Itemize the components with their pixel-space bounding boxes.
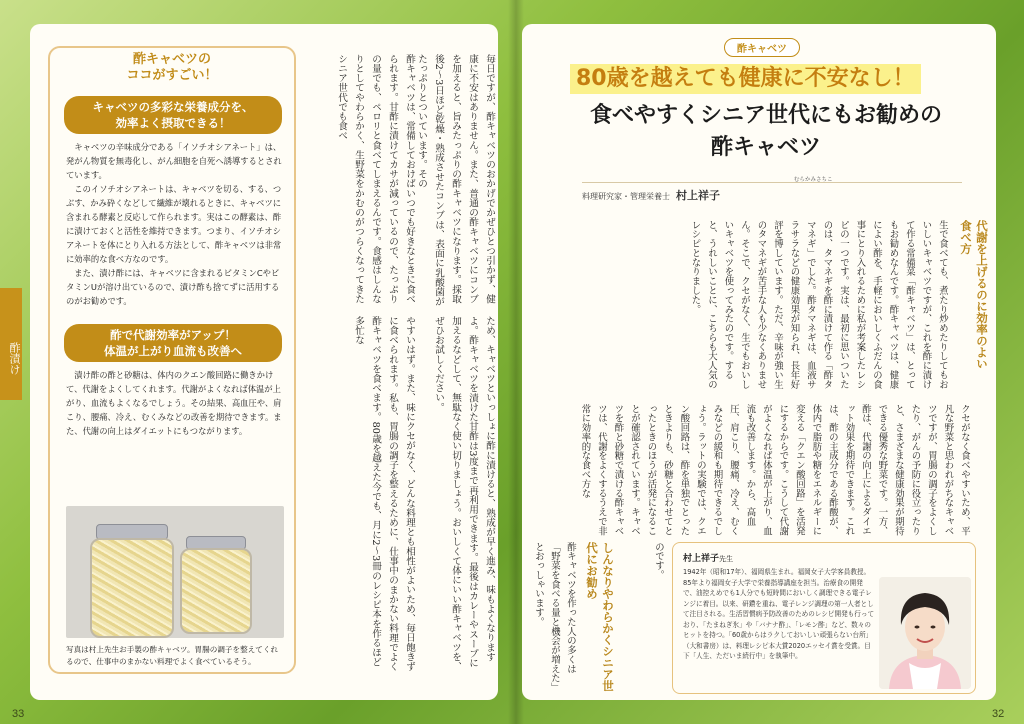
- right-text-5: クセがなく食べやすいため、平凡な野菜と思われがちなキャベツですが、胃腸の調子をよくしたり、がんの予防に役立ったりと、さまざまな健康効果が期待できる優秀な野菜です。: [876, 404, 970, 536]
- right-text-10: のです。: [653, 542, 664, 580]
- left-text-3: 私も、胃腸の調子を整えるために、仕事中のまかない料理でよく酢キャベツを食べます。80歳を越えた今でも、月に2〜3冊のレシピ本を作るほど多忙な: [353, 316, 398, 672]
- page-number-right: 32: [992, 708, 1005, 720]
- left-text-6: ため、キャベツといっしょに酢に漬けると、熟成が早く進み、味もよくなりますよ。: [467, 316, 495, 662]
- right-column-bottom-last: [533, 542, 578, 692]
- right-column-top: [556, 220, 950, 396]
- page-number-left: 33: [12, 708, 25, 720]
- jar-small: [180, 548, 252, 634]
- box-title-line1: 酢キャベツの: [132, 52, 211, 67]
- section1-body: [66, 140, 284, 308]
- right-text-9: キャベツを酢と砂糖で漬ける酢キャベツは、代謝をよくするうえで非常に効率的な食べ方な: [579, 404, 640, 536]
- headline-main-line1: 食べやすくシニア世代にもお勧めの: [589, 103, 942, 128]
- profile-name-text: 村上祥子: [683, 554, 720, 564]
- right-text-11: 酢キャベツを作った人の多くは「野菜を食べる量と機会が増えた」とおっしゃいます。: [533, 542, 576, 688]
- right-text-2: 実は、最初に思いついたのは、タマネギを酢に漬けて作る「酢タマネギ」でした。: [805, 220, 849, 390]
- section2-banner: [64, 324, 282, 362]
- jar-photo: [66, 506, 284, 638]
- profile-name: [683, 551, 733, 564]
- byline-ruby: むらかみさちこ: [794, 177, 833, 183]
- author-portrait: [879, 577, 971, 689]
- author-profile: [672, 542, 976, 694]
- section1-para3: また、漬け酢には、キャベツに含まれるビタミンCやビタミンUが溶け出ているので、漬け酢も捨てずに活用するのがお勧めです。: [66, 268, 280, 306]
- section2-para1: 漬け酢の酢と砂糖は、体内のクエン酸回路に働きかけて、代謝をよくしてくれます。代謝がよくなれば体温が上がり、血流もよくなるでしょう。その結果、高血圧や、肩こり、腰痛、冷え、むくみなどの改善を期待できます。また、代謝の向上はダイエットにもつながります。: [66, 370, 282, 436]
- section1-banner-line1: キャベツの多彩な栄養成分を、: [92, 100, 254, 114]
- section1-para2: このイソチオシアネートは、キャベツを切る、する、つぶす、かみ砕くなどして繊維が壊れるときに、キャベツに含まれる酵素と反応して作られます。実はこの酵素は、酢に漬けておくと活性を維持できます。つまり、イソチオシアネートを体にとり入れる方法として、酢キャベツは非常に効率的な食べ方なのです。: [66, 184, 282, 264]
- right-text-1: 酢キャベツは、健康によい酢を、手軽においしくふだんの食事にとり入れるために私が考案したレシピの一つです。: [838, 220, 899, 390]
- headline-highlight: 80歳を越えても健康に不安なし！: [570, 64, 921, 94]
- right-page: [522, 24, 996, 700]
- section1-banner: [64, 96, 282, 134]
- left-text-4: 毎日ですが、酢キャベツのおかげでかぜひとつ引かず、健康に不安はありません。: [467, 54, 495, 304]
- photo-caption: 写真は村上先生お手製の酢キャベツ。胃腸の調子を整えてくれるので、仕事中のまかない料理でよく食べているそう。: [66, 645, 279, 666]
- byline-role: 料理研究家・管理栄養士: [582, 192, 670, 201]
- left-text-0: 酢キャベツは、常備しておけばいつでも好きなときに食べられます。甘酢に漬けてカサが減っているので、たっぷりの量でも、ペロリと食べてしまえるんです。: [370, 54, 415, 304]
- byline-name: 村上祥子: [676, 189, 720, 202]
- right-column-middle: [542, 404, 972, 536]
- left-text-5: また、普通の酢キャベツにコンブを加えると、旨みたっぷりの酢キャベツになります。採取後2〜3日ほど乾燥・熟成させたコンブは、表面に乳酸菌がたっぷりとついています。その: [416, 54, 478, 307]
- left-column-top-a: [316, 54, 418, 310]
- left-text-2: やすいはず。また、味にクセがなく、どんな料理とも相性がよいため、毎日飽きずに食べられます。: [387, 316, 415, 672]
- right-text-6: 一方、酢は、代謝の向上によるダイエット効果を期待できます。これは、酢の主成分である酢酸が、体内で脂肪や糖をエネルギーに変える「クエン酸回路」を活発にするからです。: [777, 404, 888, 536]
- subhead-metabolism: 代謝を上げるのに効率のよい食べ方: [959, 220, 989, 370]
- feature-box: [48, 46, 296, 674]
- section1-banner-line2: 効率よく摂取できる！: [115, 116, 231, 130]
- jar-large: [90, 538, 174, 638]
- left-column-bottom-b: [420, 316, 498, 676]
- profile-text: 1942年（昭和17年）、福岡県生まれ。福岡女子大学客員教授。85年より福岡女子大学で栄養指導講座を担当。治療食の開発で、油控えめでも1人分でも短時間においしく調理できる電子レンジに着目。以来、研鑽を重ね、電子レンジ調理の第一人者として注目される。生活習慣病予防改善のためのレシピ開発も行っており、「たまねぎ氷」や「バナナ酢」、「レモン酢」など、数々のヒットを持つ。「60歳からはラクしておいしい頑張らない台所」（大和書房）は、料理レシピ本大賞2020エッセイ賞を受賞。目下「人生、ただいま続行中」を執筆中。: [683, 568, 875, 660]
- right-text-3: 酢タマネギは、血液サラサラなどの健康効果が知られ、長年好評を博しています。: [772, 220, 816, 390]
- section-tab: 酢漬け: [0, 288, 22, 400]
- left-text-1: 食感はしんなりとしてやわらかく、生野菜をかむのがつらくなってきたシニア世代でも食べ: [336, 54, 381, 304]
- right-column-bottom: [622, 542, 666, 692]
- portrait-illustration: [879, 577, 971, 689]
- section2-banner-line2: 体温が上がり血流も改善へ: [104, 344, 242, 358]
- left-column-top-b: [416, 54, 498, 310]
- section2-body: [66, 368, 284, 438]
- section1-para1: キャベツの辛味成分である「イソチオシアネート」は、発がん物質を無毒化し、がん細胞を自死へ誘導するとされています。: [66, 142, 282, 180]
- left-text-7: 酢キャベツを漬けた甘酢は3度まで再利用できます。最後はカレーやスープに加えるなどして、無駄なく使い切りましょう。おいしくて体にいい酢キャベツを、ぜひお試しください。: [433, 316, 478, 672]
- box-title-line2: ココがすごい！: [126, 68, 218, 83]
- right-text-4: ただ、辛味が強い生のタマネギが苦手な人も少なくありません。そこで、クセがなく、生でもおいしいキャベツを使ってみたのです。すると、うれしいことに、こちらも大人気のレシピとなりました。: [689, 220, 783, 390]
- right-text-7: こうして代謝がよくなれば体温が上がり、血流も改善します。から、高血圧、肩こり、腰痛、冷え、むくみなどの緩和も期待できるでしょう。: [695, 404, 789, 536]
- headline-main: [556, 100, 976, 164]
- byline: [582, 177, 962, 203]
- profile-name-suffix: 先生: [719, 555, 734, 563]
- subhead-senior: しんなりやわらかくシニア世代にお勧め: [585, 542, 615, 692]
- category-tag: 酢キャベツ: [724, 38, 800, 57]
- left-column-bottom-a: [316, 316, 418, 676]
- box-title: [50, 52, 294, 84]
- headline-main-line2: 酢キャベツ: [710, 135, 821, 160]
- section2-banner-line1: 酢で代謝効率がアップ！: [110, 328, 236, 342]
- right-text-8: ラットの実験では、クエン酸回路は、酢を単独でとったときよりも、砂糖と合わせてとったときのほうが活発になることが確認されています。: [629, 404, 706, 536]
- right-text-0: 生で食べても、煮たり炒めたりしてもおいしいキャベツですが、これを酢に漬けて作る常備菜「酢キャベツ」は、とってもお勧めなんです。: [887, 220, 948, 390]
